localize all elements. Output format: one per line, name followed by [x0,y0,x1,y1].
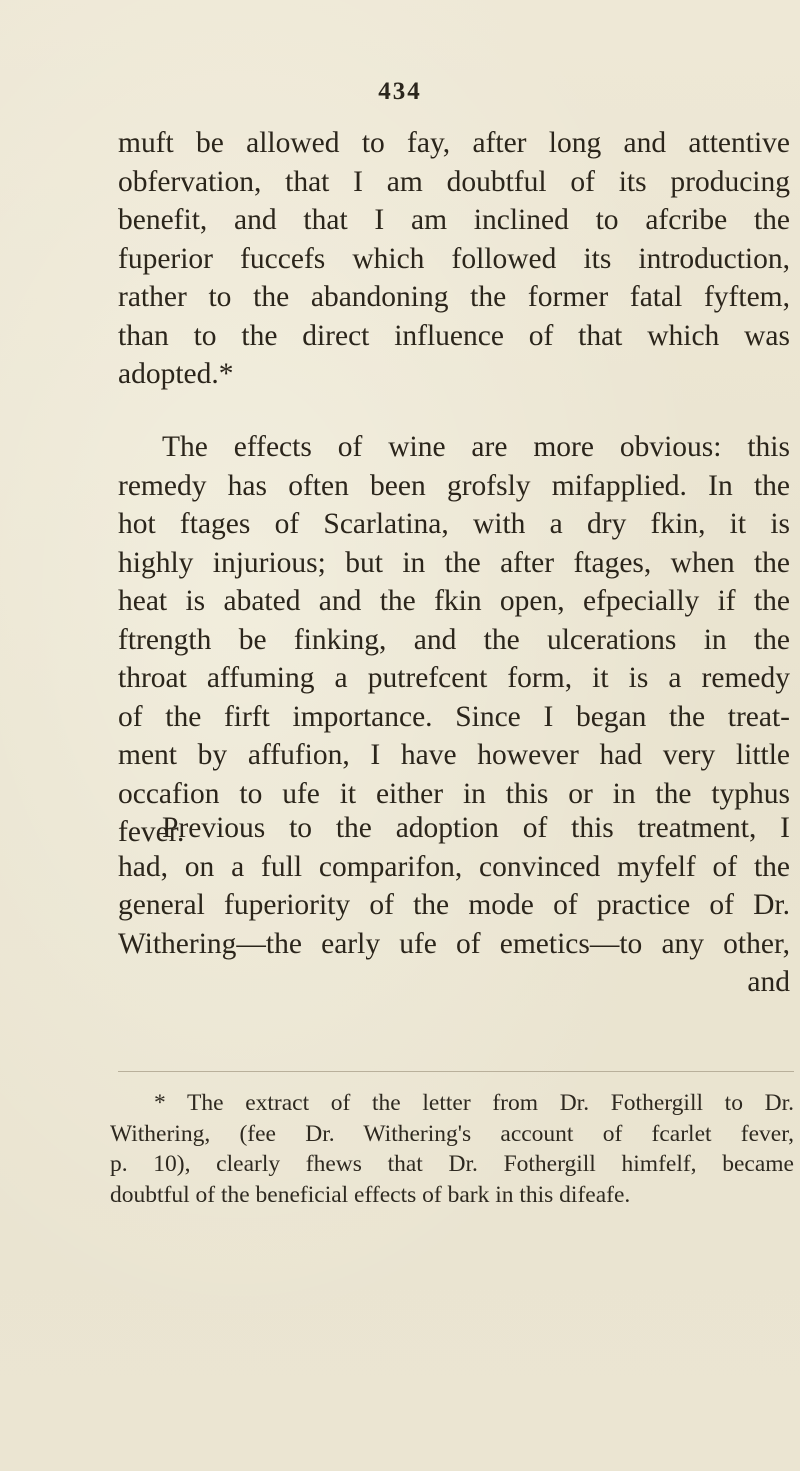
paragraph-2 [118,428,790,852]
footnote-divider [118,1071,794,1072]
text-line: muft be allowed to fay, after long and attentive [118,127,790,159]
text-line: ftrength be finking, and the ulcerations in the [118,623,790,656]
paragraph-3 [118,809,790,1002]
text-line: benefit, and that I am inclined to afcribe the [118,204,790,236]
text-line: adopted.* [118,358,234,390]
text-line: of the firft importance. Since I began the treat- [118,700,790,733]
text-line: Withering—the early ufe of emetics—to any other, [118,927,790,960]
text-line: heat is abated and the fkin open, efpecially if the [118,585,790,617]
text-line: remedy has often been grofsly mifapplied. In the [118,469,790,502]
footnote-line: p. 10), clearly fhews that Dr. Fothergill himfelf, became [110,1151,794,1177]
text-line: general fuperiority of the mode of practice of Dr. [118,889,790,921]
page-number: 434 [378,78,422,105]
paragraph-1 [118,124,790,394]
footnote-line: doubtful of the beneficial effects of bark in this difeafe. [110,1181,631,1208]
text-line: The effects of wine are more obvious: this [162,431,790,463]
text-line: than to the direct influence of that which was [118,319,790,352]
text-line: obfervation, that I am doubtful of its producing [118,165,790,198]
text-line: fever. [118,816,185,848]
text-line: hot ftages of Scarlatina, with a dry fkin, it is [118,508,790,540]
text-line: fuperior fuccefs which followed its introduction, [118,242,790,275]
text-line: throat affuming a putrefcent form, it is a remedy [118,662,790,694]
text-line: rather to the abandoning the former fatal fyftem, [118,281,790,313]
footnote [110,1088,794,1210]
text-line: occafion to ufe it either in this or in the typhus [118,777,790,810]
text-line: had, on a full comparifon, convinced myfelf of the [118,850,790,883]
footnote-line: * The extract of the letter from Dr. Fothergill to Dr. [154,1090,794,1116]
text-line: highly injurious; but in the after ftages, when the [118,546,790,579]
footnote-line: Withering, (fee Dr. Withering's account of fcarlet fever, [110,1120,794,1147]
text-line: Previous to the adoption of this treatment, I [162,812,790,844]
catchword: and [747,966,790,998]
text-line: ment by affufion, I have however had very little [118,739,790,771]
